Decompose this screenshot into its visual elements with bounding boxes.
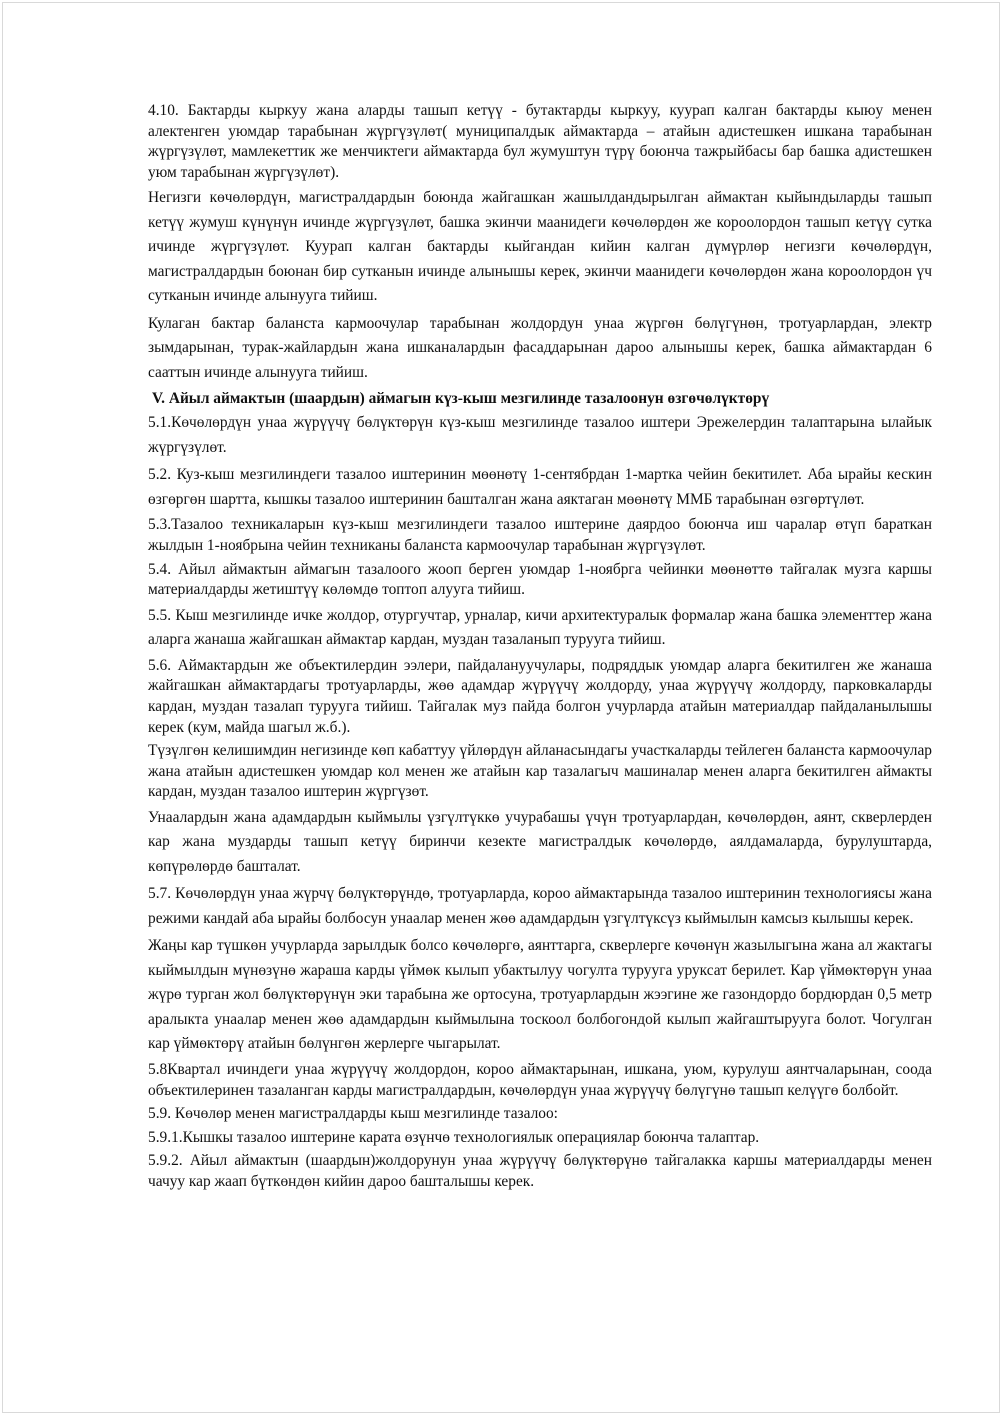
document-body (148, 101, 932, 1195)
paragraph-5-9-2: 5.9.2. Айыл аймактын (шаардын)жолдорунун унаа жүрүүчү бөлүктөрүнө тайгалакка каршы материалдарды менен чачуу кар жаап бүткөндөн кийин дароо башталышы керек. (148, 1152, 932, 1190)
paragraph-5-7: 5.7. Көчөлөрдүн унаа жүрчү бөлүктөрүндө, тротуарларда, короо аймактарында тазалоо иштеринин технологиясы жана режими кандай аба ырайы болбосун унаалар менен жөө адамдардын үзгүлтүксүз кыймылын камсыз кылышы керек. (148, 885, 932, 927)
paragraph-contract-maintenance: Түзүлгөн келишимдин негизинде көп кабаттуу үйлөрдүн айланасындагы участкаларды тейлеген баланста кармоочулар жана атайын адистешкен уюмдар кол менен же атайын кар тазалагыч машиналар менен аларга бекитилген аймакты кардан, муздан тазалоо иштерин жүргүзөт. (148, 742, 932, 801)
paragraph-5-5: 5.5. Кыш мезгилинде ичке жолдор, отургучтар, урналар, кичи архитектуралык формалар жана башка элементтер жана аларга жанаша жайгашкан аймактар кардан, муздан тазаланып турууга тийиш. (148, 606, 932, 649)
paragraph-5-9: 5.9. Көчөлөр менен магистралдарды кыш мезгилинде тазалоо: (148, 1105, 558, 1123)
paragraph-5-2: 5.2. Куз-кыш мезгилиндеги тазалоо иштеринин мөөнөтү 1-сентябрдан 1-мартка чейин бекитилет. Аба ырайы кескин өзгөргөн шартта, кышкы тазалоо иштеринин башталган жана аяктаган мөөнөтү ММБ тарабынан өзгөртүлөт. (148, 466, 932, 508)
paragraph-5-1: 5.1.Көчөлөрдүн унаа жүрүүчү бөлүктөрүн күз-кыш мезгилинде тазалоо иштери Эрежелердин талаптарына ылайык жүргүзүлөт. (148, 414, 932, 456)
paragraph-5-9-1: 5.9.1.Кышкы тазалоо иштерине карата өзүнчө технологиялык операциялар боюнча талаптар. (148, 1128, 760, 1146)
paragraph-snow-removal-order: Унаалардын жана адамдардын кыймылы үзгүлтүккө учурабашы үчүн тротуарлардан, көчөлөрдөн, аянт, скверлерден кар жана муздарды ташып кетүү биринчи кезекте магистралдык көчөлөрдө, аялдамаларда, бурулуштарда, көпүрөлөрдө башталат. (148, 808, 932, 875)
paragraph-5-3: 5.3.Тазалоо техникаларын күз-кыш мезгилиндеги тазалоо иштерине даярдоо боюнча иш чаралар өтүп бараткан жылдын 1-ноябрына чейин техниканы баланста кармоочулар тарабынан жүргүзүлөт. (148, 516, 932, 554)
paragraph-4-10: 4.10. Бактарды кыркуу жана аларды ташып кетүү - бутактарды кыркуу, куурап калган бактарды кыюу менен алектенген уюмдар тарабынан жүргүзүлөт( муниципалдык аймактарда – атайын адистешкен ишкана тарабынан жүргүзүлөт, мамлекеттик же менчиктеги аймактарда бул жумуштун түрү боюнча тажрыйбасы бар башка адистешкен уюм тарабынан жүргүзүлөт). (148, 102, 932, 181)
paragraph-5-4: 5.4. Айыл аймактын аймагын тазалоого жооп берген уюмдар 1-ноябрга чейинки мөөнөттө тайгалак музга каршы материалдарды жетиштүү көлөмдө топтоп алууга тийиш. (148, 560, 932, 599)
document-page (2, 2, 1000, 1413)
paragraph-fallen-trees: Кулаган бактар баланста кармоочулар тарабынан жолдордун унаа жүргөн бөлүгүнөн, тротуарлардан, электр зымдарынан, турак-жайлардын жана ишканалардын фасаддарынан дароо алынышы керек, башка аймактардан 6 сааттын ичинде алынууга тийиш. (148, 314, 932, 381)
paragraph-snow-piles: Жаңы кар түшкөн учурларда зарылдык болсо көчөлөргө, аянттарга, скверлерге көчөнүн жазылыгына жана ал жактагы кыймылдын мүнөзүнө жараша карды үймөк кылып убактылуу чогулта турууга уруксат берилет. Кар үймөктөрүн унаа жүрө турган жол бөлүктөрүнүн эки тарабына же ортосуна, тротуарлардын жээгине же газондордо бордюрдан 0,5 метр аралыкта унаалар менен жөө адамдардын кыймылына тоскоол болбогондой кылып жайгаштырууга болот. Чогулган кар үймөктөрү атайын бөлүнгөн жерлерге чыгарылат. (148, 937, 932, 1053)
paragraph-5-8: 5.8Квартал ичиндеги унаа жүрүүчү жолдордон, короо аймактарынан, ишкана, уюм, курулуш аянтчаларынан, соода объектилеринен тазаланган карды магистралдардын, көчөлөрдүн унаа жүрүүчү бөлүгүнө ташып келүүгө болбойт. (148, 1060, 932, 1099)
section-heading: V. Айыл аймактын (шаардын) аймагын күз-кыш мезгилинде тазалоонун өзгөчөлүктөрү (152, 390, 770, 408)
paragraph-5-6: 5.6. Аймактардын же объектилердин ээлери, пайдалануучулары, подряддык уюмдар аларга бекитилген же жанаша жайгашкан аймактардагы тротуарларды, жөө адамдар жүрүүчү жолдорду, унаа жүрүүчү жолдорду, парковкаларды кардан, муздан тазалап турууга тийиш. Тайгалак муз пайда болгон учурларда атайын материалдар пайдаланылышы керек (кум, майда шагыл ж.б.). (148, 656, 932, 736)
paragraph-removal-timing: Негизги көчөлөрдүн, магистралдардын боюнда жайгашкан жашылдандырылган аймактан кыйындыларды ташып кетүү жумуш күнүнүн ичинде жүргүзүлөт, башка экинчи маанидеги көчөлөрдөн же короолордон ташып кетүү сутка ичинде жүргүзүлөт. Куурап калган бактарды кыйгандан кийин калган дүмүрлөр негизги көчөлөрдүн, магистралдардын боюнан бир сутканын ичинде алынышы керек, экинчи маанидеги көчөлөрдөн жана короолордон үч сутканын ичинде алынууга тийиш. (148, 189, 932, 305)
